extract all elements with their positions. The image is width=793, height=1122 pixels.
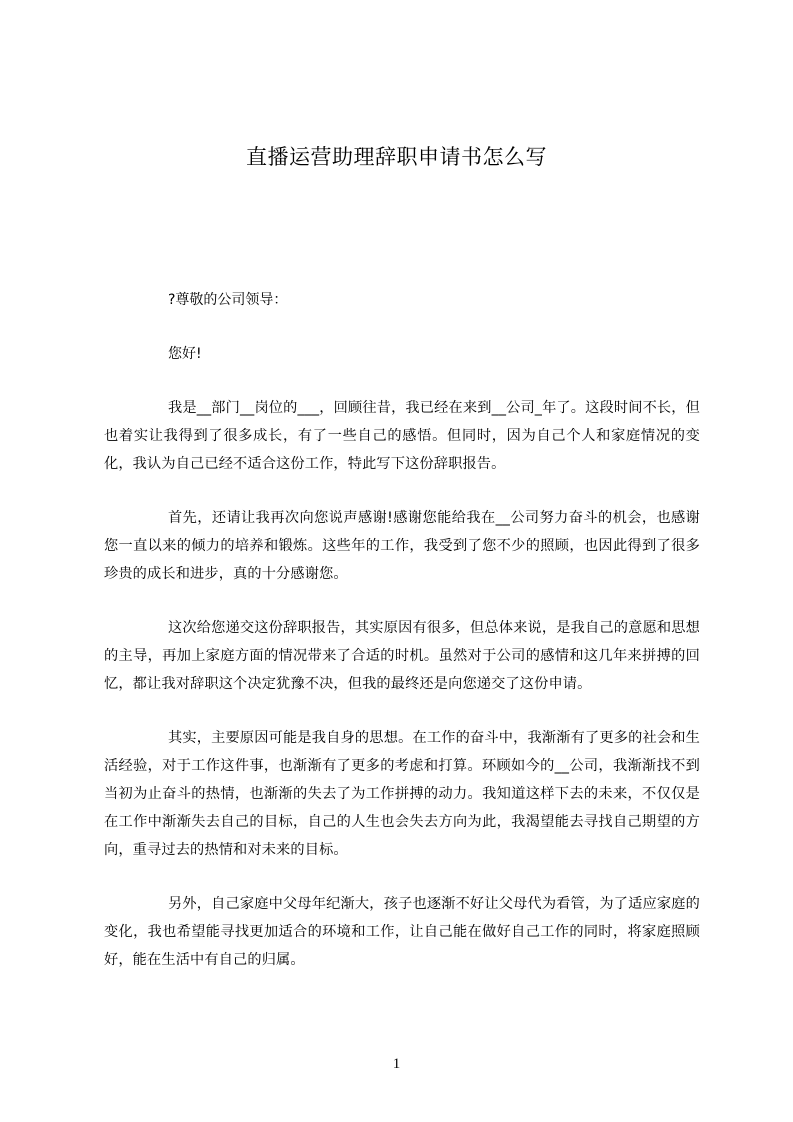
body-paragraph-5: 另外，自己家庭中父母年纪渐大，孩子也逐渐不好让父母代为看管，为了适应家庭的变化，我也希望能寻找更加适合的环境和工作，让自己能在做好自己工作的同时，将家庭照顾好，能在生活中有自己的归属。 [104, 896, 700, 968]
body-paragraph-2: 首先，还请让我再次向您说声感谢!感谢您能给我在__公司努力奋斗的机会，也感谢您一直以来的倾力的培养和锻炼。这些年的工作，我受到了您不少的照顾，也因此得到了很多珍贵的成长和进步，真的十分感谢您。 [104, 510, 700, 582]
greeting-line: ?尊敬的公司领导： [168, 292, 288, 308]
body-paragraph-1: 我是__部门__岗位的___，回顾往昔，我已经在来到__公司_年了。这段时间不长，但也着实让我得到了很多成长，有了一些自己的感悟。但同时，因为自己个人和家庭情况的变化，我认为自己已经不适合这份工作，特此写下这份辞职报告。 [104, 400, 700, 472]
hello-line: 您好! [168, 346, 202, 362]
document-title: 直播运营助理辞职申请书怎么写 [246, 145, 547, 169]
body-paragraph-4: 其实，主要原因可能是我自身的思想。在工作的奋斗中，我渐渐有了更多的社会和生活经验，对于工作这件事，也渐渐有了更多的考虑和打算。环顾如今的__公司，我渐渐找不到当初为止奋斗的热情，也渐渐的失去了为工作拼搏的动力。我知道这样下去的未来，不仅仅是在工作中渐渐失去自己的目标，自己的人生也会失去方向为此，我渴望能去寻找自己期望的方向，重寻过去的热情和对未来的目标。 [104, 730, 700, 858]
page-number: 1 [392, 1056, 401, 1072]
body-paragraph-3: 这次给您递交这份辞职报告，其实原因有很多，但总体来说，是我自己的意愿和思想的主导，再加上家庭方面的情况带来了合适的时机。虽然对于公司的感情和这几年来拼搏的回忆，都让我对辞职这个决定犹豫不决，但我的最终还是向您递交了这份申请。 [104, 620, 700, 692]
document-body [104, 286, 700, 1000]
